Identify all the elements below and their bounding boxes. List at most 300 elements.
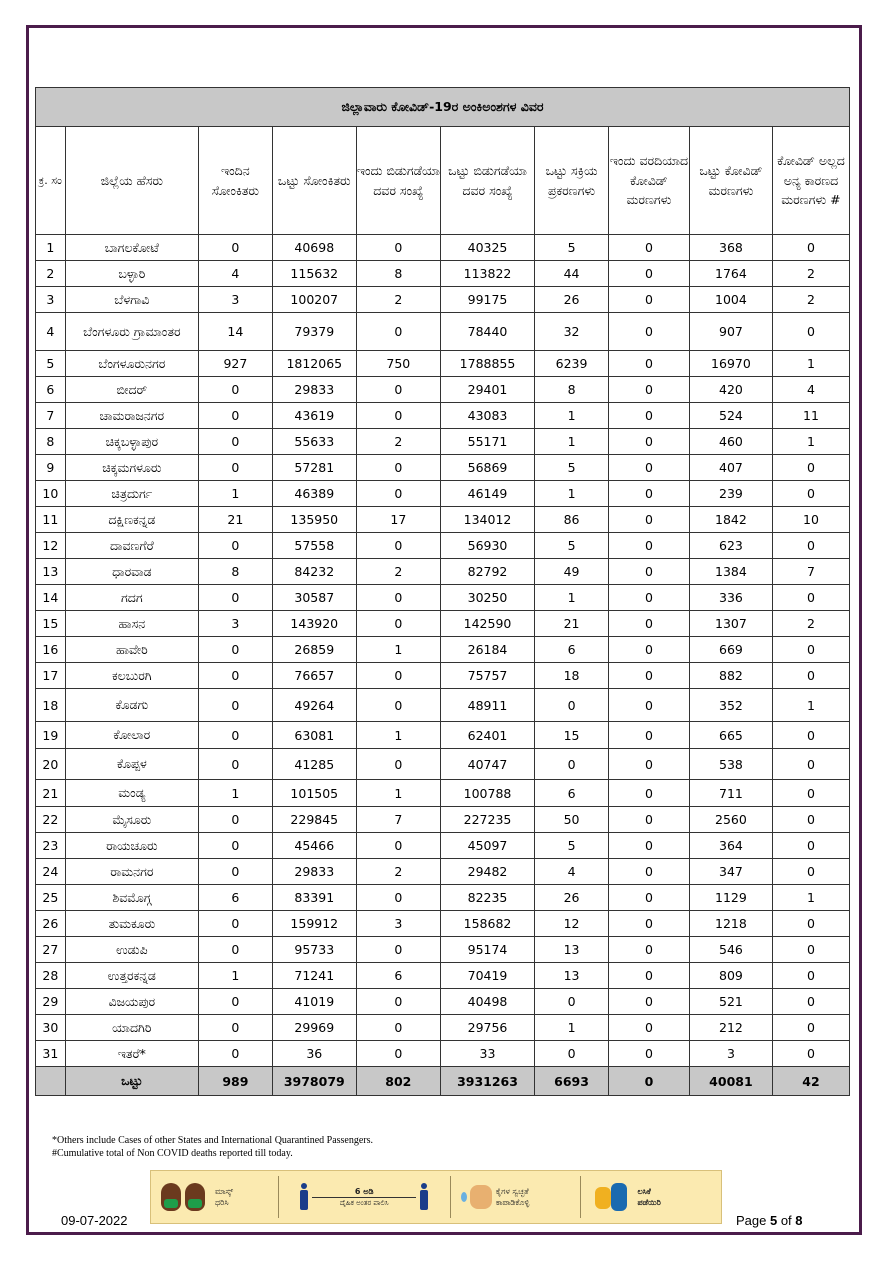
col-header-today-discharged: ಇಂದು ಬಿಡುಗಡೆಯಾ ದವರ ಸಂಖ್ಯೆ — [356, 127, 440, 235]
cell-active: 6 — [535, 637, 609, 663]
table-row — [36, 780, 850, 807]
cell-active: 5 — [535, 533, 609, 559]
cell-total: 101505 — [272, 780, 356, 807]
cell-deaths-today: 0 — [608, 235, 689, 261]
washing-hands-icon — [470, 1185, 492, 1209]
cell-dis-today: 2 — [356, 559, 440, 585]
table-row — [36, 749, 850, 780]
cell-deaths-total: 460 — [689, 429, 772, 455]
masked-face-icon — [161, 1183, 181, 1211]
cell-sn: 14 — [36, 585, 66, 611]
cell-sn: 30 — [36, 1015, 66, 1041]
cell-dis-today: 0 — [356, 833, 440, 859]
cell-non-covid: 0 — [772, 807, 849, 833]
cell-dis-today: 2 — [356, 859, 440, 885]
cell-deaths-today: 0 — [608, 1015, 689, 1041]
total-label: ಒಟ್ಟು — [65, 1067, 198, 1096]
cell-deaths-today: 0 — [608, 313, 689, 351]
cell-deaths-total: 364 — [689, 833, 772, 859]
cell-dis-today: 0 — [356, 885, 440, 911]
banner-vaccine-section — [581, 1171, 721, 1223]
cell-non-covid: 0 — [772, 722, 849, 749]
table-row — [36, 1041, 850, 1067]
cell-non-covid: 1 — [772, 429, 849, 455]
table-row — [36, 833, 850, 859]
cell-deaths-today: 0 — [608, 261, 689, 287]
cell-district: ಬೀದರ್ — [65, 377, 198, 403]
cell-district: ಹಾವೇರಿ — [65, 637, 198, 663]
cell-deaths-total: 669 — [689, 637, 772, 663]
cell-dis-today: 8 — [356, 261, 440, 287]
cell-active: 0 — [535, 1041, 609, 1067]
cell-total: 40698 — [272, 235, 356, 261]
covid-stats-table — [35, 87, 850, 1096]
cell-district: ಮಂಡ್ಯ — [65, 780, 198, 807]
double-arrow-icon — [312, 1197, 416, 1198]
cell-deaths-today: 0 — [608, 989, 689, 1015]
cell-dis-today: 0 — [356, 533, 440, 559]
cell-today: 0 — [198, 377, 272, 403]
cell-district: ಬೆಳಗಾವಿ — [65, 287, 198, 313]
cell-deaths-total: 538 — [689, 749, 772, 780]
cell-sn: 17 — [36, 663, 66, 689]
col-header-non-covid-deaths: ಕೋವಿಡ್ ಅಲ್ಲದ ಅನ್ಯ ಕಾರಣದ ಮರಣಗಳು # — [772, 127, 849, 235]
cell-deaths-total: 1218 — [689, 911, 772, 937]
cell-today: 3 — [198, 287, 272, 313]
cell-active: 0 — [535, 989, 609, 1015]
cell-total: 41285 — [272, 749, 356, 780]
cell-dis-today: 0 — [356, 585, 440, 611]
cell-today: 0 — [198, 637, 272, 663]
cell-active: 1 — [535, 403, 609, 429]
banner-mask-section — [151, 1171, 278, 1223]
cell-active: 8 — [535, 377, 609, 403]
cell-deaths-today: 0 — [608, 663, 689, 689]
cell-deaths-today: 0 — [608, 585, 689, 611]
cell-deaths-total: 336 — [689, 585, 772, 611]
cell-deaths-today: 0 — [608, 481, 689, 507]
cell-dis-total: 40498 — [440, 989, 534, 1015]
cell-dis-total: 142590 — [440, 611, 534, 637]
cell-dis-total: 70419 — [440, 963, 534, 989]
cell-today: 1 — [198, 963, 272, 989]
cell-non-covid: 7 — [772, 559, 849, 585]
cell-active: 13 — [535, 963, 609, 989]
cell-deaths-total: 420 — [689, 377, 772, 403]
banner-distance-top: 6 ಅಡಿ — [354, 1186, 374, 1196]
table-row — [36, 1015, 850, 1041]
footnote-others: *Others include Cases of other States and International Quarantined Passengers. — [52, 1135, 374, 1146]
cell-deaths-today: 0 — [608, 351, 689, 377]
cell-active: 26 — [535, 287, 609, 313]
cell-today: 3 — [198, 611, 272, 637]
cell-total: 100207 — [272, 287, 356, 313]
cell-total: 84232 — [272, 559, 356, 585]
table-row — [36, 689, 850, 722]
table-row — [36, 287, 850, 313]
cell-deaths-total: 212 — [689, 1015, 772, 1041]
cell-non-covid: 0 — [772, 989, 849, 1015]
cell-today: 0 — [198, 722, 272, 749]
cell-non-covid: 11 — [772, 403, 849, 429]
cell-sn: 23 — [36, 833, 66, 859]
cell-non-covid: 0 — [772, 833, 849, 859]
table-row — [36, 261, 850, 287]
table-row — [36, 559, 850, 585]
cell-today: 927 — [198, 351, 272, 377]
cell-district: ಬೆಂಗಳೂರು ಗ್ರಾಮಾಂತರ — [65, 313, 198, 351]
cell-non-covid: 0 — [772, 585, 849, 611]
cell-total: 45466 — [272, 833, 356, 859]
cell-deaths-total: 239 — [689, 481, 772, 507]
total-today: 989 — [198, 1067, 272, 1096]
cell-total: 36 — [272, 1041, 356, 1067]
cell-district: ಕೊಪ್ಪಳ — [65, 749, 198, 780]
cell-deaths-today: 0 — [608, 859, 689, 885]
cell-active: 15 — [535, 722, 609, 749]
cell-active: 1 — [535, 585, 609, 611]
table-row — [36, 429, 850, 455]
cell-dis-today: 0 — [356, 481, 440, 507]
cell-sn: 12 — [36, 533, 66, 559]
cell-sn: 31 — [36, 1041, 66, 1067]
cell-dis-total: 56930 — [440, 533, 534, 559]
cell-today: 8 — [198, 559, 272, 585]
cell-total: 76657 — [272, 663, 356, 689]
cell-active: 26 — [535, 885, 609, 911]
cell-active: 13 — [535, 937, 609, 963]
cell-deaths-today: 0 — [608, 807, 689, 833]
person-icon — [300, 1183, 308, 1211]
cell-sn: 9 — [36, 455, 66, 481]
covid-guidelines-banner — [150, 1170, 722, 1224]
table-row — [36, 722, 850, 749]
cell-today: 0 — [198, 859, 272, 885]
table-row — [36, 637, 850, 663]
cell-dis-today: 0 — [356, 1015, 440, 1041]
cell-district: ಬಳ್ಳಾರಿ — [65, 261, 198, 287]
table-row — [36, 885, 850, 911]
cell-deaths-today: 0 — [608, 611, 689, 637]
cell-sn: 13 — [36, 559, 66, 585]
cell-deaths-today: 0 — [608, 403, 689, 429]
table-row — [36, 481, 850, 507]
cell-dis-today: 1 — [356, 722, 440, 749]
cell-total: 29969 — [272, 1015, 356, 1041]
cell-sn: 19 — [36, 722, 66, 749]
cell-deaths-today: 0 — [608, 559, 689, 585]
cell-dis-today: 750 — [356, 351, 440, 377]
banner-vaccine-line1: ಲಸಿಕೆ — [637, 1187, 651, 1196]
cell-dis-today: 0 — [356, 689, 440, 722]
cell-deaths-total: 907 — [689, 313, 772, 351]
cell-today: 0 — [198, 429, 272, 455]
cell-active: 32 — [535, 313, 609, 351]
cell-today: 1 — [198, 481, 272, 507]
person-icon — [420, 1183, 428, 1211]
table-row — [36, 911, 850, 937]
cell-sn: 2 — [36, 261, 66, 287]
cell-deaths-total: 665 — [689, 722, 772, 749]
table-row — [36, 611, 850, 637]
cell-total: 229845 — [272, 807, 356, 833]
cell-total: 63081 — [272, 722, 356, 749]
cell-non-covid: 2 — [772, 287, 849, 313]
cell-sn: 8 — [36, 429, 66, 455]
cell-district: ಧಾರವಾಡ — [65, 559, 198, 585]
cell-non-covid: 0 — [772, 749, 849, 780]
water-drop-icon — [461, 1192, 467, 1202]
cell-district: ಹಾಸನ — [65, 611, 198, 637]
cell-today: 4 — [198, 261, 272, 287]
cell-dis-today: 7 — [356, 807, 440, 833]
cell-non-covid: 0 — [772, 481, 849, 507]
cell-today: 6 — [198, 885, 272, 911]
col-header-total-deaths: ಒಟ್ಟು ಕೋವಿಡ್ ಮರಣಗಳು — [689, 127, 772, 235]
cell-total: 143920 — [272, 611, 356, 637]
cell-active: 44 — [535, 261, 609, 287]
cell-deaths-today: 0 — [608, 911, 689, 937]
cell-sn: 1 — [36, 235, 66, 261]
cell-sn: 18 — [36, 689, 66, 722]
banner-mask-line2: ಧರಿಸಿ — [215, 1198, 229, 1207]
cell-deaths-total: 546 — [689, 937, 772, 963]
cell-deaths-today: 0 — [608, 833, 689, 859]
cell-deaths-total: 623 — [689, 533, 772, 559]
cell-dis-total: 82235 — [440, 885, 534, 911]
cell-sn: 6 — [36, 377, 66, 403]
cell-active: 6239 — [535, 351, 609, 377]
cell-district: ಶಿವಮೊಗ್ಗ — [65, 885, 198, 911]
cell-total: 159912 — [272, 911, 356, 937]
cell-district: ಚಿಕ್ಕಬಳ್ಳಾಪುರ — [65, 429, 198, 455]
cell-deaths-total: 1384 — [689, 559, 772, 585]
banner-hands-line1: ಕೈಗಳ ಸ್ವಚ್ಛತೆ — [495, 1187, 529, 1196]
cell-deaths-today: 0 — [608, 937, 689, 963]
cell-district: ತುಮಕೂರು — [65, 911, 198, 937]
cell-total: 83391 — [272, 885, 356, 911]
cell-dis-today: 17 — [356, 507, 440, 533]
cell-dis-total: 46149 — [440, 481, 534, 507]
cell-non-covid: 0 — [772, 911, 849, 937]
cell-deaths-today: 0 — [608, 455, 689, 481]
cell-dis-total: 113822 — [440, 261, 534, 287]
cell-non-covid: 0 — [772, 1041, 849, 1067]
col-header-active-cases: ಒಟ್ಟು ಸಕ್ರಿಯ ಪ್ರಕರಣಗಳು — [535, 127, 609, 235]
cell-dis-total: 29482 — [440, 859, 534, 885]
cell-active: 0 — [535, 689, 609, 722]
cell-dis-total: 1788855 — [440, 351, 534, 377]
table-row — [36, 533, 850, 559]
total-deaths-today: 0 — [608, 1067, 689, 1096]
banner-hands-line2: ಕಾಪಾಡಿಕೊಳ್ಳಿ — [495, 1198, 530, 1207]
cell-dis-today: 2 — [356, 429, 440, 455]
cell-dis-total: 78440 — [440, 313, 534, 351]
cell-deaths-total: 882 — [689, 663, 772, 689]
cell-dis-today: 0 — [356, 403, 440, 429]
cell-total: 57281 — [272, 455, 356, 481]
table-row — [36, 963, 850, 989]
cell-dis-total: 95174 — [440, 937, 534, 963]
cell-today: 21 — [198, 507, 272, 533]
cell-non-covid: 0 — [772, 637, 849, 663]
footnotes — [52, 1134, 373, 1160]
cell-deaths-total: 809 — [689, 963, 772, 989]
cell-district: ದಾವಣಗೆರೆ — [65, 533, 198, 559]
table-row — [36, 807, 850, 833]
col-header-today-deaths: ಇಂದು ವರದಿಯಾದ ಕೋವಿಡ್ ಮರಣಗಳು — [608, 127, 689, 235]
cell-deaths-total: 711 — [689, 780, 772, 807]
cell-active: 21 — [535, 611, 609, 637]
cell-total: 115632 — [272, 261, 356, 287]
cell-dis-total: 40747 — [440, 749, 534, 780]
cell-total: 1812065 — [272, 351, 356, 377]
cell-non-covid: 0 — [772, 455, 849, 481]
col-header-total-infected: ಒಟ್ಟು ಸೋಂಕಿತರು — [272, 127, 356, 235]
cell-non-covid: 2 — [772, 611, 849, 637]
cell-sn: 15 — [36, 611, 66, 637]
cell-active: 6 — [535, 780, 609, 807]
cell-dis-total: 158682 — [440, 911, 534, 937]
cell-non-covid: 0 — [772, 235, 849, 261]
cell-today: 0 — [198, 533, 272, 559]
cell-deaths-today: 0 — [608, 722, 689, 749]
cell-dis-today: 0 — [356, 1041, 440, 1067]
cell-sn: 20 — [36, 749, 66, 780]
cell-deaths-total: 368 — [689, 235, 772, 261]
header-row — [36, 127, 850, 235]
masked-face-icon — [185, 1183, 205, 1211]
banner-handwash-section — [451, 1171, 581, 1223]
cell-sn: 7 — [36, 403, 66, 429]
banner-distance-section — [279, 1171, 450, 1223]
cell-sn: 27 — [36, 937, 66, 963]
cell-district: ರಾಯಚೂರು — [65, 833, 198, 859]
cell-district: ಯಾದಗಿರಿ — [65, 1015, 198, 1041]
cell-district: ಕಲಬುರಗಿ — [65, 663, 198, 689]
cell-sn: 10 — [36, 481, 66, 507]
cell-dis-today: 6 — [356, 963, 440, 989]
cell-today: 0 — [198, 663, 272, 689]
cell-today: 14 — [198, 313, 272, 351]
cell-total: 135950 — [272, 507, 356, 533]
cell-sn: 22 — [36, 807, 66, 833]
cell-dis-total: 45097 — [440, 833, 534, 859]
cell-total: 55633 — [272, 429, 356, 455]
cell-active: 49 — [535, 559, 609, 585]
total-blank-cell — [36, 1067, 66, 1096]
cell-dis-total: 29401 — [440, 377, 534, 403]
cell-deaths-total: 352 — [689, 689, 772, 722]
cell-deaths-today: 0 — [608, 377, 689, 403]
cell-dis-today: 0 — [356, 611, 440, 637]
cell-district: ಬೆಂಗಳೂರುನಗರ — [65, 351, 198, 377]
cell-deaths-today: 0 — [608, 507, 689, 533]
table-title: ಜಿಲ್ಲಾವಾರು ಕೋವಿಡ್-19ರ ಅಂಕಿಅಂಶಗಳ ವಿವರ — [36, 88, 850, 127]
cell-district: ಚಾಮರಾಜನಗರ — [65, 403, 198, 429]
cell-today: 0 — [198, 403, 272, 429]
cell-today: 0 — [198, 585, 272, 611]
total-non-covid: 42 — [772, 1067, 849, 1096]
cell-non-covid: 1 — [772, 885, 849, 911]
cell-today: 0 — [198, 455, 272, 481]
cell-sn: 11 — [36, 507, 66, 533]
cell-today: 0 — [198, 235, 272, 261]
banner-vaccine-line2: ಪಡೆಯಿರಿ — [637, 1198, 661, 1207]
cell-active: 86 — [535, 507, 609, 533]
cell-dis-today: 0 — [356, 663, 440, 689]
total-active: 6693 — [535, 1067, 609, 1096]
cell-dis-total: 33 — [440, 1041, 534, 1067]
table-row — [36, 403, 850, 429]
cell-deaths-total: 407 — [689, 455, 772, 481]
cell-dis-total: 30250 — [440, 585, 534, 611]
cell-sn: 4 — [36, 313, 66, 351]
cell-deaths-today: 0 — [608, 287, 689, 313]
cell-non-covid: 2 — [772, 261, 849, 287]
cell-dis-total: 48911 — [440, 689, 534, 722]
cell-sn: 21 — [36, 780, 66, 807]
cell-active: 5 — [535, 235, 609, 261]
cell-deaths-total: 1307 — [689, 611, 772, 637]
cell-dis-total: 62401 — [440, 722, 534, 749]
cell-non-covid: 0 — [772, 963, 849, 989]
cell-total: 49264 — [272, 689, 356, 722]
vaccination-icon — [593, 1181, 631, 1213]
cell-today: 0 — [198, 1041, 272, 1067]
cell-active: 18 — [535, 663, 609, 689]
cell-district: ಕೊಡಗು — [65, 689, 198, 722]
cell-deaths-today: 0 — [608, 749, 689, 780]
cell-non-covid: 0 — [772, 780, 849, 807]
col-header-district: ಜಿಲ್ಲೆಯ ಹೆಸರು — [65, 127, 198, 235]
cell-deaths-total: 16970 — [689, 351, 772, 377]
cell-district: ಇತರೆ* — [65, 1041, 198, 1067]
cell-dis-total: 134012 — [440, 507, 534, 533]
cell-total: 26859 — [272, 637, 356, 663]
cell-district: ದಕ್ಷಿಣಕನ್ನಡ — [65, 507, 198, 533]
cell-sn: 5 — [36, 351, 66, 377]
cell-dis-total: 55171 — [440, 429, 534, 455]
cell-non-covid: 4 — [772, 377, 849, 403]
cell-total: 71241 — [272, 963, 356, 989]
cell-today: 0 — [198, 911, 272, 937]
cell-active: 12 — [535, 911, 609, 937]
total-deaths-total: 40081 — [689, 1067, 772, 1096]
cell-total: 57558 — [272, 533, 356, 559]
cell-sn: 28 — [36, 963, 66, 989]
cell-district: ರಾಮನಗರ — [65, 859, 198, 885]
cell-dis-total: 75757 — [440, 663, 534, 689]
cell-non-covid: 0 — [772, 859, 849, 885]
cell-dis-today: 1 — [356, 780, 440, 807]
col-header-serial: ಕ್ರ. ಸಂ — [36, 127, 66, 235]
cell-non-covid: 10 — [772, 507, 849, 533]
total-dis-today: 802 — [356, 1067, 440, 1096]
table-row — [36, 455, 850, 481]
cell-today: 0 — [198, 807, 272, 833]
cell-total: 43619 — [272, 403, 356, 429]
cell-district: ಕೋಲಾರ — [65, 722, 198, 749]
cell-today: 1 — [198, 780, 272, 807]
cell-deaths-total: 1842 — [689, 507, 772, 533]
cell-dis-total: 29756 — [440, 1015, 534, 1041]
cell-active: 1 — [535, 481, 609, 507]
cell-non-covid: 0 — [772, 663, 849, 689]
footnote-non-covid: #Cumulative total of Non COVID deaths reported till today. — [52, 1148, 293, 1159]
cell-dis-today: 1 — [356, 637, 440, 663]
cell-active: 50 — [535, 807, 609, 833]
